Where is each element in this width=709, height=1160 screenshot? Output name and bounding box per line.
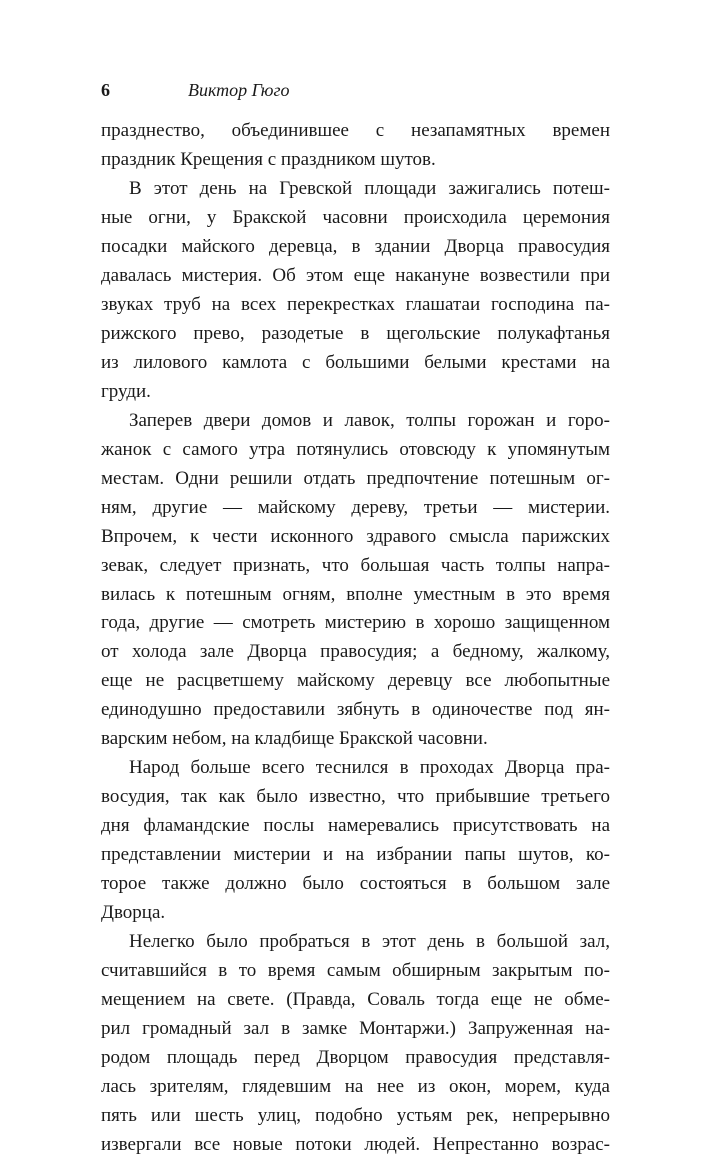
- text-line: ням, другие — майскому дереву, третьи — мистерии.: [101, 496, 610, 518]
- text-line: Дворца.: [101, 902, 166, 924]
- text-line: груди.: [101, 380, 151, 402]
- text-line: торое также должно было состояться в большом зале: [101, 873, 610, 895]
- page-number: 6: [101, 80, 110, 100]
- text-line: родом площадь перед Дворцом правосудия представля-: [101, 1047, 610, 1068]
- text-line: зевак, следует признать, что большая часть толпы напра-: [101, 554, 610, 576]
- text-line: пять или шесть улиц, подобно устьям рек, непрерывно: [101, 1104, 610, 1126]
- text-line: извергали все новые потоки людей. Непрестанно возрас-: [101, 1133, 610, 1155]
- text-line: от холода зале Дворца правосудия; а бедному, жалкому,: [101, 641, 610, 663]
- text-line: Впрочем, к чести исконного здравого смысла парижских: [101, 525, 610, 547]
- text-line: праздник Крещения с праздником шутов.: [101, 148, 436, 170]
- text-line: лась зрителям, глядевшим на нее из окон, морем, куда: [101, 1075, 610, 1097]
- text-line: жанок с самого утра потянулись отовсюду к упомянутым: [101, 438, 610, 460]
- text-line: рил громадный зал в замке Монтаржи.) Запруженная на-: [101, 1018, 610, 1040]
- running-title: Виктор Гюго: [188, 80, 290, 100]
- text-line: считавшийся в то время самым обширным закрытым по-: [101, 960, 610, 982]
- text-line: В этот день на Гревской площади зажигались потеш-: [129, 177, 610, 199]
- text-line: варским небом, на кладбище Бракской часовни.: [101, 728, 488, 750]
- text-line: восудия, так как было известно, что прибывшие третьего: [101, 786, 610, 808]
- text-line: Нелегко было пробраться в этот день в большой зал,: [129, 931, 610, 953]
- text-line: единодушно предоставили зябнуть в одиночестве под ян-: [101, 699, 610, 721]
- text-line: местам. Одни решили отдать предпочтение потешным ог-: [101, 467, 610, 489]
- text-line: вилась к потешным огням, вполне уместным в это время: [101, 583, 610, 605]
- running-header: [101, 80, 610, 106]
- text-line: посадки майского деревца, в здании Дворца правосудия: [101, 235, 610, 257]
- text-line: рижского прево, разодетые в щегольские полукафтанья: [101, 322, 610, 344]
- text-line: мещением на свете. (Правда, Соваль тогда еще не обме-: [101, 989, 610, 1011]
- text-line: давалась мистерия. Об этом еще накануне возвестили при: [101, 264, 610, 286]
- text-line: еще не расцветшему майскому деревцу все любопытные: [101, 670, 610, 692]
- text-line: года, другие — смотреть мистерию в хорошо защищенном: [101, 612, 610, 634]
- text-line: Народ больше всего теснился в проходах Дворца пра-: [129, 757, 610, 779]
- text-line: из лилового камлота с большими белыми крестами на: [101, 351, 610, 373]
- text-line: Заперев двери домов и лавок, толпы горожан и горо-: [129, 409, 610, 431]
- body-text: [101, 117, 610, 1160]
- text-line: звуках труб на всех перекрестках глашатаи господина па-: [101, 293, 610, 315]
- text-line: дня фламандские послы намеревались присутствовать на: [101, 815, 610, 837]
- text-line: ные огни, у Бракской часовни происходила церемония: [101, 206, 610, 228]
- text-line: празднество, объединившее с незапамятных времен: [101, 120, 610, 141]
- text-line: представлении мистерии и на избрании папы шутов, ко-: [101, 844, 610, 866]
